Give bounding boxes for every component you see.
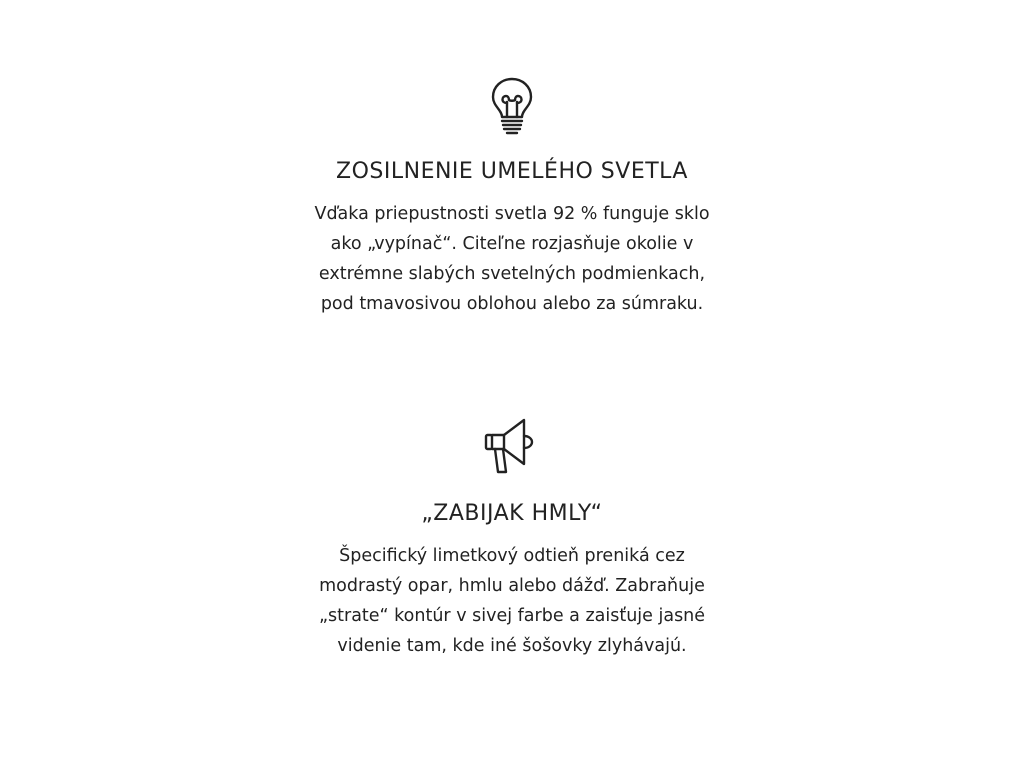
megaphone-icon (480, 414, 544, 478)
feature-fog-killer (0, 414, 1024, 661)
feature-artificial-light (0, 76, 1024, 319)
feature-description: Vďaka priepustnosti svetla 92 % funguje sklo ako „vypínač“. Citeľne rozjasňuje okolie v extrémne slabých svetelných podmienkach, pod tmavosivou oblohou alebo za súmraku. (314, 204, 710, 314)
lightbulb-icon (480, 76, 544, 140)
feature-title: ZOSILNENIE UMELÉHO SVETLA (336, 159, 688, 184)
feature-description: Špecifický limetkový odtieň preniká cez modrastý opar, hmlu alebo dážď. Zabraňuje „strate“ kontúr v sivej farbe a zaisťuje jasné videnie tam, kde iné šošovky zlyhávajú. (318, 546, 706, 656)
feature-title: „ZABIJAK HMLY“ (421, 501, 603, 526)
